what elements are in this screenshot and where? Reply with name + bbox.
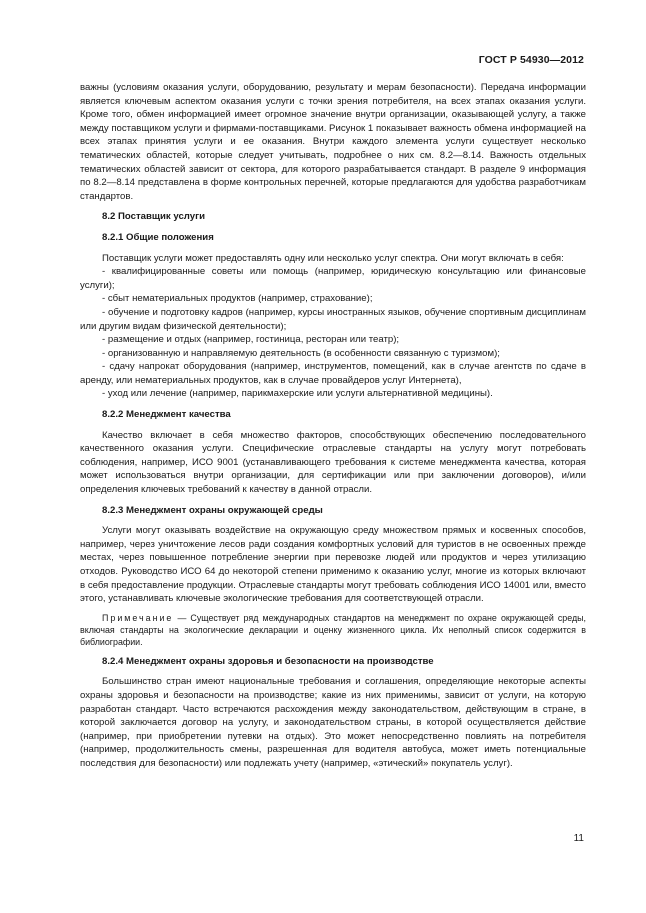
note-label: Примечание — [102, 612, 174, 623]
section-8-2-4-paragraph: Большинство стран имеют национальные требования и соглашения, определяющие некоторые аспекты охраны здоровья и безопасности на производстве; какие из них применимы, зависит от услуги, на которую разработан стандарт. Часто встречаются расхождения между законодательством, действующим в стране, в которой заключается договор на услугу, и законодательством страны, в которой осуществляется действие (например, при приобретении путевки на отдых). Это может непосредственно повлиять на потребителя (например, продолжительность смены, разрешенная для водителя автобуса, может иметь потенциальные последствия для безопасности) или подлежать учету (например, «этический» покупатель услуг). — [80, 676, 586, 769]
list-item: - обучение и подготовку кадров (например, курсы иностранных языков, обучение спортивным дисциплинам или другим видам физической деятельности); — [80, 306, 586, 332]
section-8-2-1-title: 8.2.1 Общие положения — [102, 231, 214, 243]
section-8-2-2-title: 8.2.2 Менеджмент качества — [102, 409, 231, 421]
list-item: - уход или лечение (например, парикмахерские или услуги альтернативной медицины). — [102, 388, 493, 400]
section-8-2-4-title: 8.2.4 Менеджмент охраны здоровья и безопасности на производстве — [102, 655, 434, 667]
list-item: - размещение и отдых (например, гостиница, ресторан или театр); — [102, 334, 400, 346]
intro-paragraph: важны (условиям оказания услуги, оборудованию, результату и мерам безопасности). Передача информации является ключевым аспектом оказания услуги с точки зрения потребителя, на всех этапах оказания услуги. Кроме того, обмен информацией имеет огромное значение внутри организации, оказывающей услугу, а также между поставщиком услуги и фирмами-поставщиками. Рисунок 1 показывает важность обмена информацией на всех этапах принятия услуги и ее оказания. Внутри каждого элемента услуги существует несколько тематических областей, которые следует учитывать, подробнее о них см. 8.2—8.14. Важность отдельных тематических областей зависит от сектора, для которого разрабатывается стандарт. В разделе 9 информация по 8.2—8.14 представлена в форме контрольных перечней, которые предлагаются для удобства разработчикам стандартов. — [80, 82, 586, 202]
page-body — [80, 81, 586, 771]
section-8-2-1-paragraph: Поставщик услуги может предоставлять одну или несколько услуг спектра. Они могут включать в себя: — [102, 252, 564, 264]
section-8-2-3-note — [80, 612, 586, 648]
section-8-2-3-paragraph: Услуги могут оказывать воздействие на окружающую среду множеством прямых и косвенных способов, например, через уничтожение лесов ради создания комфортных условий для туристов в не освоенных прежде местах, через повышенное потребление энергии при перевозке людей или продуктов и через утилизацию отходов. Руководство ИСО 64 до некоторой степени применимо к оказанию услуг, многие из которых включают в себя предоставление продукции. Отраслевые стандарты могут требовать соблюдения ИСО 14001 или, вместо этого, устанавливать ключевые экологические требования для соответствующей отрасли. — [80, 525, 586, 605]
page-number: 11 — [573, 833, 584, 844]
list-item: - организованную и направляемую деятельность (в особенности связанную с туризмом); — [102, 347, 500, 359]
list-item: - сдачу напрокат оборудования (например, инструментов, помещений, как в случае агентств по сдаче в аренду, или нематериальных продуктов, как в случае провайдеров услуг Интернета), — [80, 361, 586, 386]
section-8-2-title: 8.2 Поставщик услуги — [102, 211, 205, 223]
list-item: - квалифицированные советы или помощь (например, юридическую консультацию или финансовые услуги); — [80, 266, 586, 291]
section-8-2-2-paragraph: Качество включает в себя множество факторов, способствующих обеспечению последовательного качественного оказания услуги. Специфические отраслевые стандарты на услугу могут потребовать соблюдения, например, ИСО 9001 (устанавливающего требования к системе менеджмента качества, которая может использоваться внутри организации, для сертификации или при заключении договоров), и/или определения ключевых требований к качеству в данной отрасли. — [80, 429, 586, 496]
list-item: - сбыт нематериальных продуктов (например, страхование); — [102, 293, 373, 305]
section-8-2-3-title: 8.2.3 Менеджмент охраны окружающей среды — [102, 504, 323, 516]
note-text: — Существует ряд международных стандартов на менеджмент по охране окружающей среды, включая стандарты на экологические декларации и оценку жизненного цикла. Их неполный список содержится в библиографии. — [80, 612, 586, 647]
standard-header: ГОСТ Р 54930—2012 — [478, 54, 584, 66]
